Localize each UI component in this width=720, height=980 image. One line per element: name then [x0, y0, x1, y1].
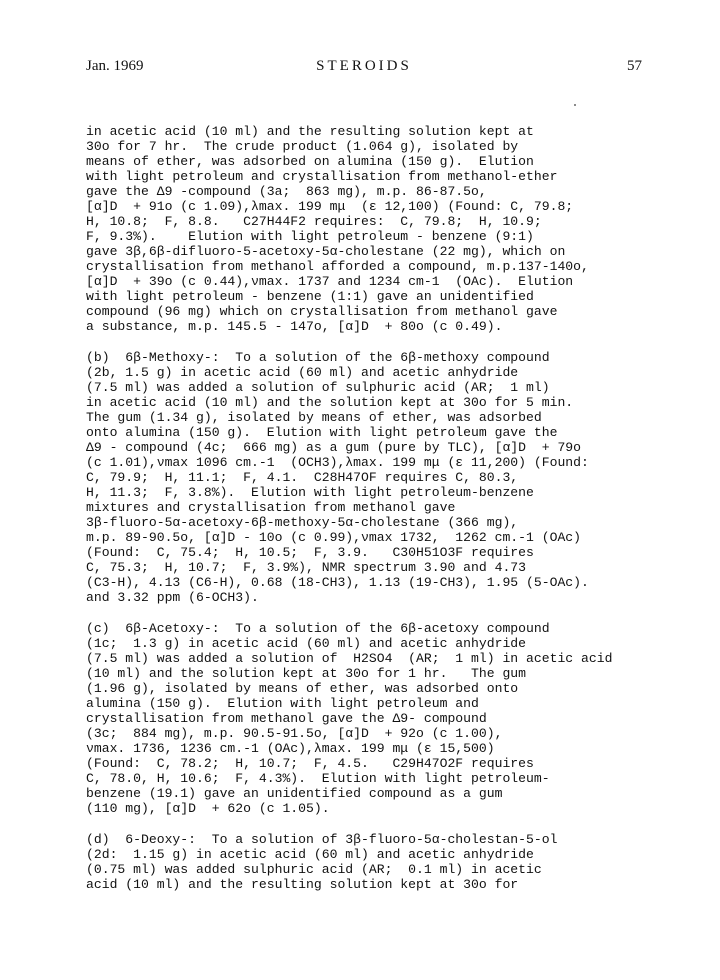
text-line: F, 9.3%). Elution with light petroleum - benzene (9:1) [86, 229, 534, 244]
text-line: (Found: C, 75.4; H, 10.5; F, 3.9. C30H51O3F requires [86, 545, 534, 560]
text-line: mixtures and crystallisation from methanol gave [86, 500, 456, 515]
text-line: (2b, 1.5 g) in acetic acid (60 ml) and acetic anhydride [86, 365, 519, 380]
text-line: [α]D + 39o (c 0.44),νmax. 1737 and 1234 cm-1 (OAc). Elution [86, 274, 574, 289]
text-line: The gum (1.34 g), isolated by means of ether, was adsorbed [86, 410, 542, 425]
scan-speck [574, 104, 576, 106]
page-number: 57 [627, 58, 642, 74]
text-line: (2d: 1.15 g) in acetic acid (60 ml) and acetic anhydride [86, 847, 534, 862]
issue-date: Jan. 1969 [86, 58, 144, 74]
text-line: (c 1.01),νmax 1096 cm.-1 (OCH3),λmax. 199 mμ (ε 11,200) (Found: [86, 455, 589, 470]
journal-title: STEROIDS [316, 58, 412, 74]
text-line: H, 11.3; F, 3.8%). Elution with light petroleum-benzene [86, 485, 534, 500]
text-line: H, 10.8; F, 8.8. C27H44F2 requires: C, 79.8; H, 10.9; [86, 214, 542, 229]
text-line: crystallisation from methanol afforded a compound, m.p.137-140o, [86, 259, 589, 274]
text-line: (1c; 1.3 g) in acetic acid (60 ml) and acetic anhydride [86, 636, 527, 651]
text-line: Δ9 - compound (4c; 666 mg) as a gum (pure by TLC), [α]D + 79o [86, 440, 582, 455]
text-line: compound (96 mg) which on crystallisation from methanol gave [86, 304, 558, 319]
text-line: (d) 6-Deoxy-: To a solution of 3β-fluoro-5α-cholestan-5-ol [86, 832, 558, 847]
text-line: (c) 6β-Acetoxy-: To a solution of the 6β-acetoxy compound [86, 621, 550, 636]
text-line: onto alumina (150 g). Elution with light petroleum gave the [86, 425, 558, 440]
text-line: crystallisation from methanol gave the Δ9- compound [86, 711, 487, 726]
text-line: acid (10 ml) and the resulting solution kept at 30o for [86, 877, 519, 892]
running-head [86, 58, 642, 80]
text-line: 30o for 7 hr. The crude product (1.064 g), isolated by [86, 139, 519, 154]
text-line: (10 ml) and the solution kept at 30o for 1 hr. The gum [86, 666, 527, 681]
text-line: a substance, m.p. 145.5 - 147o, [α]D + 80o (c 0.49). [86, 319, 503, 334]
text-line: in acetic acid (10 ml) and the solution kept at 30o for 5 min. [86, 395, 574, 410]
text-line: (3c; 884 mg), m.p. 90.5-91.5o, [α]D + 92o (c 1.00), [86, 726, 503, 741]
text-line: (Found: C, 78.2; H, 10.7; F, 4.5. C29H47O2F requires [86, 756, 534, 771]
text-line: (1.96 g), isolated by means of ether, was adsorbed onto [86, 681, 519, 696]
text-line: alumina (150 g). Elution with light petroleum and [86, 696, 479, 711]
paragraph [86, 621, 676, 816]
text-line: (C3-H), 4.13 (C6-H), 0.68 (18-CH3), 1.13 (19-CH3), 1.95 (5-OAc). [86, 575, 589, 590]
text-line: and 3.32 ppm (6-OCH3). [86, 590, 259, 605]
body-text [86, 124, 676, 908]
text-line: means of ether, was adsorbed on alumina (150 g). Elution [86, 154, 534, 169]
text-line: in acetic acid (10 ml) and the resulting solution kept at [86, 124, 534, 139]
text-line: gave 3β,6β-difluoro-5-acetoxy-5α-cholestane (22 mg), which on [86, 244, 566, 259]
text-line: (0.75 ml) was added sulphuric acid (AR; 0.1 ml) in acetic [86, 862, 542, 877]
text-line: m.p. 89-90.5o, [α]D - 10o (c 0.99),νmax 1732, 1262 cm.-1 (OAc) [86, 530, 582, 545]
text-line: benzene (19.1) gave an unidentified compound as a gum [86, 786, 503, 801]
text-line: C, 78.0, H, 10.6; F, 4.3%). Elution with light petroleum- [86, 771, 550, 786]
text-line: C, 79.9; H, 11.1; F, 4.1. C28H47OF requires C, 80.3, [86, 470, 519, 485]
text-line: (110 mg), [α]D + 62o (c 1.05). [86, 801, 330, 816]
text-line: gave the Δ9 -compound (3a; 863 mg), m.p. 86-87.5o, [86, 184, 487, 199]
text-line: νmax. 1736, 1236 cm.-1 (OAc),λmax. 199 mμ (ε 15,500) [86, 741, 495, 756]
text-line: [α]D + 91o (c 1.09),λmax. 199 mμ (ε 12,100) (Found: C, 79.8; [86, 199, 574, 214]
text-line: with light petroleum and crystallisation from methanol-ether [86, 169, 558, 184]
text-line: with light petroleum - benzene (1:1) gave an unidentified [86, 289, 534, 304]
text-line: 3β-fluoro-5α-acetoxy-6β-methoxy-5α-cholestane (366 mg), [86, 515, 519, 530]
paragraph [86, 832, 676, 892]
paragraph [86, 350, 676, 605]
text-line: (7.5 ml) was added a solution of sulphuric acid (AR; 1 ml) [86, 380, 550, 395]
text-line: (b) 6β-Methoxy-: To a solution of the 6β-methoxy compound [86, 350, 550, 365]
text-line: C, 75.3; H, 10.7; F, 3.9%), NMR spectrum 3.90 and 4.73 [86, 560, 527, 575]
text-line: (7.5 ml) was added a solution of H2SO4 (AR; 1 ml) in acetic acid [86, 651, 613, 666]
paragraph [86, 124, 676, 334]
